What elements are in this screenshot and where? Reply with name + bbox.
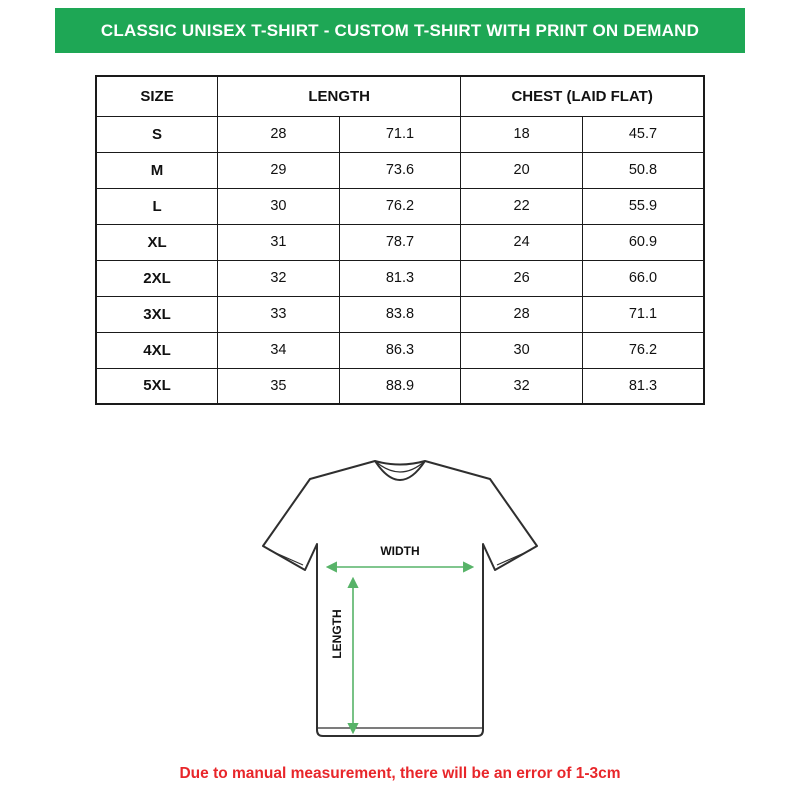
length-in-cell: 30	[218, 188, 340, 224]
length-in-cell: 28	[218, 116, 340, 152]
length-in-cell: 31	[218, 224, 340, 260]
tshirt-measurement-diagram	[250, 449, 550, 749]
chest-in-cell: 28	[461, 296, 583, 332]
title-banner	[55, 8, 745, 53]
length-cm-cell: 88.9	[339, 368, 461, 404]
chest-in-cell: 22	[461, 188, 583, 224]
length-in-cell: 32	[218, 260, 340, 296]
chest-cm-cell: 76.2	[582, 332, 704, 368]
table-row	[96, 188, 704, 224]
length-cm-cell: 78.7	[339, 224, 461, 260]
col-header-length: LENGTH	[218, 76, 461, 116]
length-in-cell: 29	[218, 152, 340, 188]
chest-in-cell: 24	[461, 224, 583, 260]
size-cell: 4XL	[96, 332, 218, 368]
size-cell: XL	[96, 224, 218, 260]
size-cell: 2XL	[96, 260, 218, 296]
size-chart-table	[95, 75, 705, 405]
length-in-cell: 35	[218, 368, 340, 404]
size-cell: 3XL	[96, 296, 218, 332]
chest-cm-cell: 81.3	[582, 368, 704, 404]
chest-in-cell: 30	[461, 332, 583, 368]
length-cm-cell: 81.3	[339, 260, 461, 296]
size-cell: M	[96, 152, 218, 188]
chest-in-cell: 26	[461, 260, 583, 296]
chest-cm-cell: 71.1	[582, 296, 704, 332]
chest-in-cell: 32	[461, 368, 583, 404]
size-cell: 5XL	[96, 368, 218, 404]
chest-cm-cell: 45.7	[582, 116, 704, 152]
measurement-error-note: Due to manual measurement, there will be an error of 1-3cm	[179, 765, 621, 782]
table-row	[96, 260, 704, 296]
length-cm-cell: 83.8	[339, 296, 461, 332]
page-title: CLASSIC UNISEX T-SHIRT - CUSTOM T-SHIRT WITH PRINT ON DEMAND	[100, 20, 700, 40]
chest-in-cell: 20	[461, 152, 583, 188]
length-label: LENGTH	[330, 609, 344, 659]
tshirt-outline	[263, 461, 537, 736]
table-header-row	[96, 76, 704, 116]
chest-cm-cell: 55.9	[582, 188, 704, 224]
table-row	[96, 296, 704, 332]
table-row	[96, 116, 704, 152]
length-cm-cell: 71.1	[339, 116, 461, 152]
size-cell: S	[96, 116, 218, 152]
width-label: WIDTH	[380, 544, 420, 558]
length-cm-cell: 76.2	[339, 188, 461, 224]
length-in-cell: 33	[218, 296, 340, 332]
chest-cm-cell: 60.9	[582, 224, 704, 260]
length-in-cell: 34	[218, 332, 340, 368]
chest-cm-cell: 50.8	[582, 152, 704, 188]
table-row	[96, 152, 704, 188]
chest-in-cell: 18	[461, 116, 583, 152]
col-header-size: SIZE	[96, 76, 218, 116]
table-row	[96, 332, 704, 368]
length-cm-cell: 86.3	[339, 332, 461, 368]
col-header-chest: CHEST (LAID FLAT)	[461, 76, 704, 116]
chest-cm-cell: 66.0	[582, 260, 704, 296]
table-row	[96, 368, 704, 404]
size-cell: L	[96, 188, 218, 224]
table-row	[96, 224, 704, 260]
tshirt-diagram-svg	[250, 449, 550, 749]
length-cm-cell: 73.6	[339, 152, 461, 188]
